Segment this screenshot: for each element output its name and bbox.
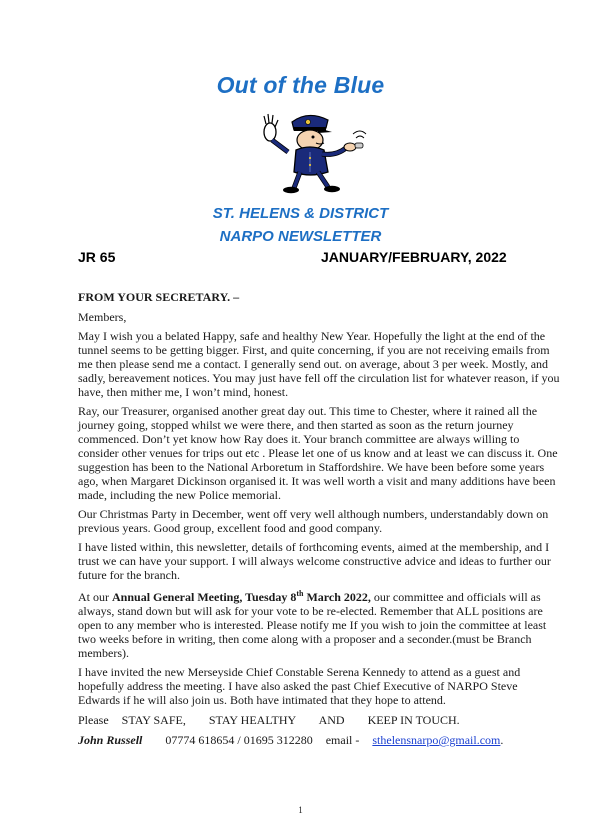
salutation: Members, [78,310,127,324]
closing-keep-in-touch: KEEP IN TOUCH. [367,713,460,727]
signature-phones: 07774 618654 / 01695 312280 [165,733,313,747]
paragraph-events: I have listed within, this newsletter, details of forthcoming events, aimed at the membership, and I trust we can have your support. I will always welcome constructive advice and ideas to further our future for the branch. [78,540,551,582]
closing-stay-healthy: STAY HEALTHY [208,713,297,727]
closing-line [78,713,560,727]
issue-date: JANUARY/FEBRUARY, 2022 [321,249,507,265]
issue-number: JR 65 [78,249,116,265]
agm-details: our committee and officials will as always, stand down but will ask for your vote to be re-elected. Remember that ALL positions are open to any member who is interested. Please notify me If you wish to join the committee at least two weeks before in writing, then come along with a proposer and a seconder.(must be Branch members). [78,590,547,660]
signature-line [78,733,560,747]
raised-hand [264,114,288,152]
page-number: 1 [298,805,303,815]
paragraph-agm [78,587,560,660]
letter-heading: FROM YOUR SECRETARY. – [78,290,240,304]
policeman-whistle-icon [258,110,368,195]
agm-date-part-a: Annual General Meeting, Tuesday 8 [112,590,297,604]
email-link[interactable]: sthelensnarpo@gmail.com [372,733,501,747]
newsletter-title: Out of the Blue [216,72,385,98]
signature-name: John Russell [78,733,143,747]
email-label: email - [325,733,360,747]
paragraph-guests: I have invited the new Merseyside Chief Constable Serena Kennedy to attend as a guest and hopefully address the meeting. I have also asked the past Chief Executive of NARPO Steve Edwards if he will also join us. Both have intimated that they hope to attend. [78,665,521,707]
closing-stay-safe: STAY SAFE, [121,713,186,727]
agm-date-ordinal: th [296,589,304,598]
closing-and: AND [318,713,345,727]
closing-please: Please [78,713,109,727]
signature-trail: . [500,733,504,747]
agm-date-part-b: March 2022, [303,590,371,604]
branch-name: ST. HELENS & DISTRICT [212,205,389,222]
letter-body [78,290,560,752]
newsletter-name: NARPO NEWSLETTER [219,228,382,245]
paragraph-christmas-party: Our Christmas Party in December, went off very well although numbers, understandably down on previous years. Good group, excellent food and good company. [78,507,549,535]
agm-intro: At our [78,590,112,604]
paragraph-new-year: May I wish you a belated Happy, safe and healthy New Year. Hopefully the light at the end of the tunnel seems to be getting bigger. First, and quite concerning, if you are not receiving emails from me then please send me a contact. I generally send out. on average, about 3 per week. Mostly, and sadly, bereavement notices. You may just have fell off the circulation list for whatever reason, if you have, then mither me, I won’t mind, honest. [78,329,560,399]
paragraph-day-out: Ray, our Treasurer, organised another great day out. This time to Chester, where it rained all the journey going, stopped whilst we were there, and then started as soon as the return journey commenced. Don’t yet know how Ray does it. Your branch committee are always willing to consider other venues for trips out etc . Please let one of us know and at least we can discuss it. One suggestion has been to the National Arboretum in Staffordshire. We have been before some years ago, when Margaret Dickinson organised it. It was well worth a visit and many additions have been made, including the new Police memorial. [78,404,558,502]
